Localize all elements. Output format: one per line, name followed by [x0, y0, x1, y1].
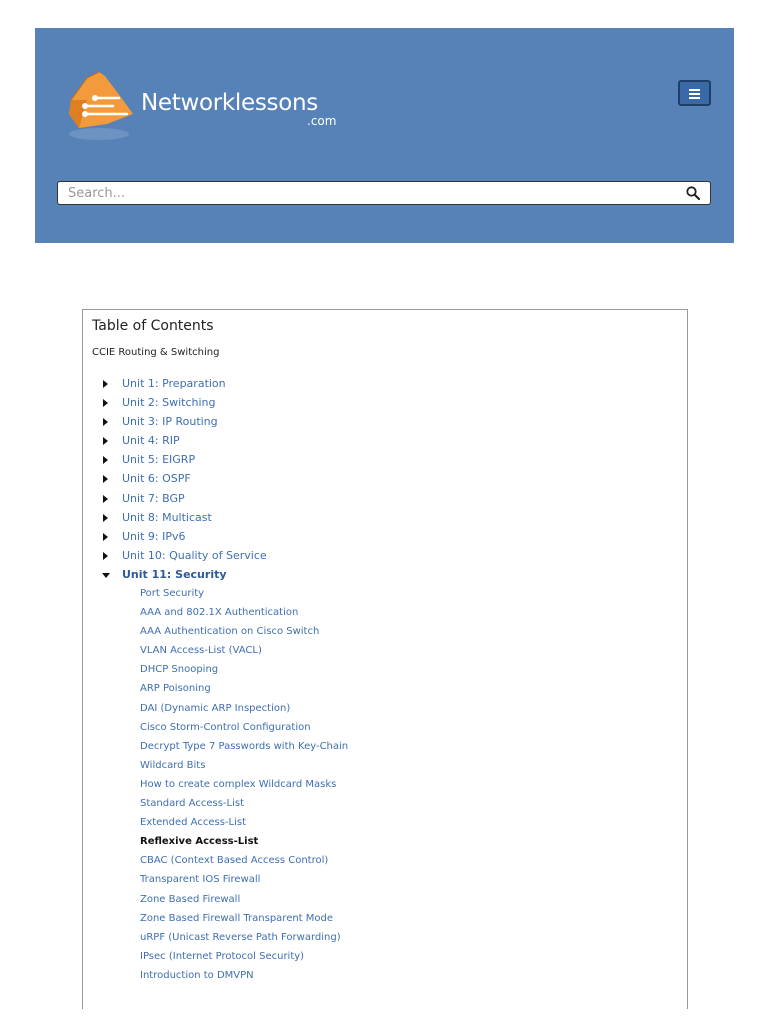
- lesson-link[interactable]: Standard Access-List: [140, 798, 244, 810]
- lesson-item[interactable]: [83, 720, 687, 739]
- lesson-link[interactable]: Port Security: [140, 588, 205, 599]
- unit-item[interactable]: [83, 471, 687, 490]
- lesson-item[interactable]: [83, 777, 687, 796]
- caret-down-icon[interactable]: [102, 573, 110, 579]
- lesson-list: [83, 586, 687, 987]
- unit-label[interactable]: Unit 1: Preparation: [122, 377, 226, 390]
- unit-item[interactable]: [83, 433, 687, 452]
- table-of-contents: [82, 309, 688, 1009]
- unit-label[interactable]: Unit 2: Switching: [122, 396, 216, 410]
- unit-label[interactable]: Unit 4: RIP: [122, 434, 180, 448]
- caret-right-icon[interactable]: [103, 418, 109, 426]
- logo-tld: .com: [307, 114, 337, 128]
- lesson-item[interactable]: [83, 681, 687, 700]
- unit-item[interactable]: [83, 395, 687, 414]
- lesson-item[interactable]: [83, 930, 687, 949]
- lesson-item[interactable]: [83, 968, 687, 987]
- lesson-link[interactable]: DAI (Dynamic ARP Inspection): [140, 702, 291, 714]
- unit-label[interactable]: Unit 3: IP Routing: [122, 415, 218, 429]
- search-box: [57, 181, 711, 205]
- logo-icon: [65, 70, 139, 145]
- caret-right-icon[interactable]: [103, 456, 109, 464]
- lesson-item[interactable]: [83, 701, 687, 720]
- site-header: [35, 28, 734, 243]
- caret-right-icon[interactable]: [103, 380, 109, 388]
- unit-label[interactable]: Unit 11: Security: [122, 567, 227, 581]
- lesson-link[interactable]: CBAC (Context Based Access Control): [140, 855, 329, 867]
- unit-label[interactable]: Unit 10: Quality of Service: [122, 548, 267, 562]
- caret-right-icon[interactable]: [103, 399, 109, 407]
- lesson-link[interactable]: Extended Access-List: [140, 817, 246, 829]
- caret-right-icon[interactable]: [103, 475, 109, 483]
- hamburger-icon-bar: [689, 97, 700, 99]
- lesson-link[interactable]: How to create complex Wildcard Masks: [140, 778, 337, 790]
- lesson-link[interactable]: Zone Based Firewall: [140, 893, 241, 905]
- lesson-item[interactable]: [83, 758, 687, 777]
- current-lesson-label: Reflexive Access-List: [140, 836, 259, 848]
- unit-item-expanded[interactable]: [83, 567, 687, 586]
- lesson-link[interactable]: Decrypt Type 7 Passwords with Key-Chain: [140, 740, 349, 752]
- lesson-link[interactable]: Transparent IOS Firewall: [140, 874, 261, 886]
- lesson-item[interactable]: [83, 643, 687, 662]
- unit-item[interactable]: [83, 414, 687, 433]
- lesson-item[interactable]: [83, 586, 687, 605]
- lesson-item[interactable]: [83, 892, 687, 911]
- hamburger-icon-bar: [689, 93, 700, 95]
- menu-toggle-button[interactable]: [678, 80, 711, 106]
- site-logo[interactable]: [65, 70, 355, 145]
- lesson-item[interactable]: [83, 911, 687, 930]
- lesson-link[interactable]: VLAN Access-List (VACL): [140, 645, 262, 657]
- lesson-link[interactable]: Introduction to DMVPN: [140, 969, 254, 981]
- unit-item[interactable]: [83, 548, 687, 567]
- lesson-link[interactable]: uRPF (Unicast Reverse Path Forwarding): [140, 931, 341, 943]
- lesson-link[interactable]: IPsec (Internet Protocol Security): [140, 950, 305, 962]
- logo-name: Networklessons: [141, 90, 318, 116]
- caret-right-icon[interactable]: [103, 437, 109, 445]
- search-icon[interactable]: [686, 186, 700, 200]
- unit-list: [83, 376, 687, 586]
- course-name: CCIE Routing & Switching: [92, 347, 220, 358]
- unit-label[interactable]: Unit 7: BGP: [122, 491, 185, 505]
- unit-item[interactable]: [83, 376, 687, 395]
- lesson-item[interactable]: [83, 796, 687, 815]
- toc-title: Table of Contents: [92, 318, 214, 334]
- caret-right-icon[interactable]: [103, 514, 109, 522]
- lesson-item[interactable]: [83, 662, 687, 681]
- unit-label[interactable]: Unit 8: Multicast: [122, 510, 212, 524]
- lesson-link[interactable]: Cisco Storm-Control Configuration: [140, 721, 311, 733]
- lesson-item[interactable]: [83, 624, 687, 643]
- lesson-item-current: [83, 834, 687, 853]
- caret-right-icon[interactable]: [103, 533, 109, 541]
- unit-item[interactable]: [83, 529, 687, 548]
- lesson-item[interactable]: [83, 739, 687, 758]
- lesson-item[interactable]: [83, 815, 687, 834]
- lesson-item[interactable]: [83, 872, 687, 891]
- lesson-link[interactable]: DHCP Snooping: [140, 664, 219, 676]
- lesson-item[interactable]: [83, 853, 687, 872]
- unit-item[interactable]: [83, 491, 687, 510]
- unit-label[interactable]: Unit 9: IPv6: [122, 529, 186, 543]
- caret-right-icon[interactable]: [103, 495, 109, 503]
- hamburger-icon-bar: [689, 89, 700, 91]
- search-input[interactable]: [68, 184, 668, 202]
- unit-label[interactable]: Unit 6: OSPF: [122, 472, 191, 486]
- unit-label[interactable]: Unit 5: EIGRP: [122, 453, 196, 467]
- lesson-link[interactable]: ARP Poisoning: [140, 683, 211, 695]
- lesson-link[interactable]: Wildcard Bits: [140, 759, 206, 771]
- unit-item[interactable]: [83, 452, 687, 471]
- unit-item[interactable]: [83, 510, 687, 529]
- lesson-link[interactable]: AAA Authentication on Cisco Switch: [140, 626, 320, 638]
- lesson-item[interactable]: [83, 949, 687, 968]
- lesson-link[interactable]: AAA and 802.1X Authentication: [140, 607, 299, 619]
- caret-right-icon[interactable]: [103, 552, 109, 560]
- lesson-link[interactable]: Zone Based Firewall Transparent Mode: [140, 912, 334, 924]
- lesson-item[interactable]: [83, 605, 687, 624]
